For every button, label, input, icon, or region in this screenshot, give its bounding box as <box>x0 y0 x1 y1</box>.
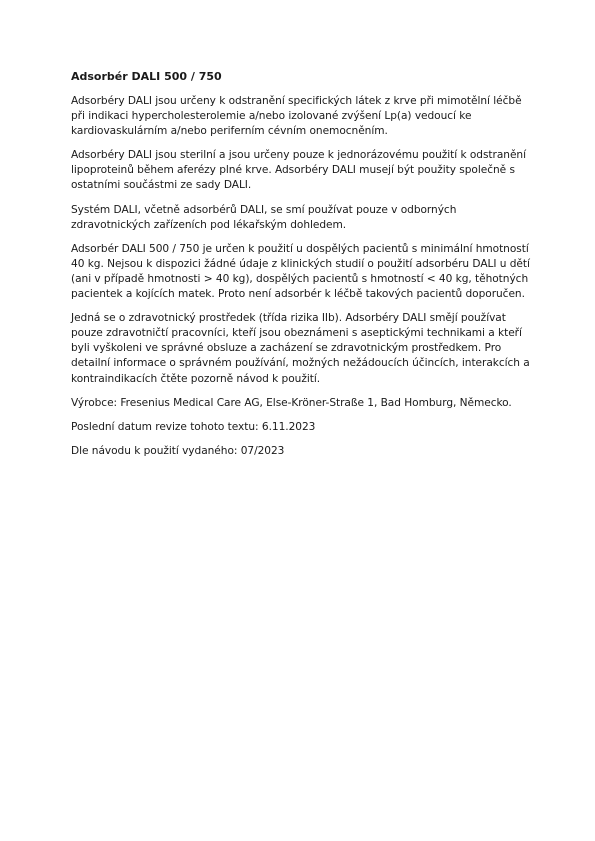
paragraph-sterility: Adsorbéry DALI jsou sterilní a jsou určeny pouze k jednorázovému použití k odstranění lipoproteinů během aferézy plné krve. Adsorbéry DALI musejí být použity společně s ostatními součástmi ze sady DALI. <box>71 149 526 192</box>
document-body <box>71 69 531 468</box>
paragraph-manufacturer: Výrobce: Fresenius Medical Care AG, Else-Kröner-Straße 1, Bad Homburg, Německo. <box>71 396 512 409</box>
paragraph-setting: Systém DALI, včetně adsorbérů DALI, se smí používat pouze v odborných zdravotnických zařízeních pod lékařským dohledem. <box>71 203 457 231</box>
paragraph-device-class: Jedná se o zdravotnický prostředek (třída rizika IIb). Adsorbéry DALI smějí používat pouze zdravotničtí pracovníci, kteří jsou obeznámeni s aseptickými technikami a kteří byli vyškoleni ve správné obsluze a zacházení se zdravotnickým prostředkem. Pro detailní informace o správném používání, možných nežádoucích účincích, interakcích a kontraindikacích čtěte pozorně návod k použití. <box>71 312 530 385</box>
paragraph-revision-date: Poslední datum revize tohoto textu: 6.11.2023 <box>71 420 316 433</box>
paragraph-ifu-date: Dle návodu k použití vydaného: 07/2023 <box>71 444 285 457</box>
paragraph-patients: Adsorbér DALI 500 / 750 je určen k použití u dospělých pacientů s minimální hmotností 40 kg. Nejsou k dispozici žádné údaje z klinických studií o použití adsorbéru DALI u dětí (ani v případě hmotnosti > 40 kg), dospělých pacientů s hmotností < 40 kg, těhotných pacientek a kojících matek. Proto není adsorbér k léčbě takových pacientů doporučen. <box>71 242 530 301</box>
paragraph-intended-use: Adsorbéry DALI jsou určeny k odstranění specifických látek z krve při mimotělní léčbě při indikaci hypercholesterolemie a/nebo izolované zvýšení Lp(a) vedoucí ke kardiovaskulárním a/nebo periferním cévním onemocněním. <box>71 95 522 138</box>
document-title: Adsorbér DALI 500 / 750 <box>71 70 222 83</box>
